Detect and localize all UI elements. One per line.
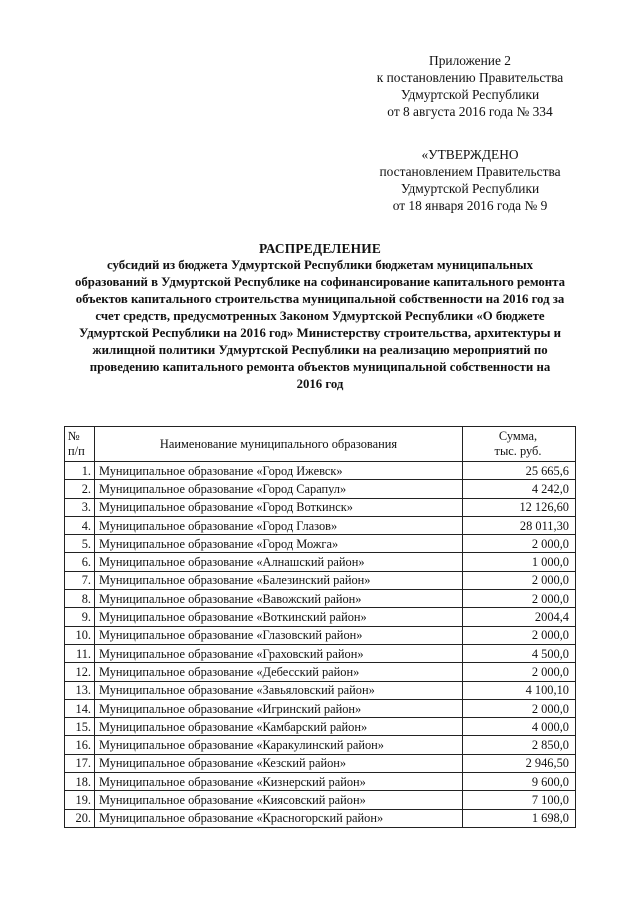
row-sum: 28 011,30: [463, 516, 576, 534]
document-title: [50, 240, 590, 393]
row-name: Муниципальное образование «Завьяловский район»: [95, 681, 463, 699]
row-name: Муниципальное образование «Кизнерский район»: [95, 773, 463, 791]
table-row: [65, 663, 576, 681]
header-number-line: п/п: [68, 444, 85, 458]
row-number: 13.: [65, 681, 95, 699]
table-row: [65, 644, 576, 662]
approval-line: от 18 января 2016 года № 9: [392, 198, 548, 213]
row-number: 5.: [65, 535, 95, 553]
approval-line: Удмуртской Республики: [400, 181, 540, 196]
title-line: образований в Удмуртской Республике на софинансирование капитального ремонта: [74, 275, 565, 289]
row-name: Муниципальное образование «Кезский район»: [95, 754, 463, 772]
row-sum: 2 000,0: [463, 663, 576, 681]
table-row: [65, 791, 576, 809]
title-line: субсидий из бюджета Удмуртской Республики бюджетам муниципальных: [106, 258, 534, 272]
row-number: 8.: [65, 590, 95, 608]
row-number: 7.: [65, 571, 95, 589]
annex-line: Удмуртской Республики: [400, 87, 540, 102]
row-number: 6.: [65, 553, 95, 571]
title-line: жилищной политики Удмуртской Республики на реализацию мероприятий по: [92, 343, 548, 357]
approval-stamp: [360, 146, 580, 214]
table-row: [65, 590, 576, 608]
row-number: 14.: [65, 699, 95, 717]
row-sum: 2 850,0: [463, 736, 576, 754]
table-row: [65, 718, 576, 736]
row-sum: 25 665,6: [463, 462, 576, 480]
row-sum: 4 242,0: [463, 480, 576, 498]
table-row: [65, 699, 576, 717]
row-name: Муниципальное образование «Дебесский район»: [95, 663, 463, 681]
header-sum-line: Сумма,: [498, 429, 538, 443]
row-sum: 9 600,0: [463, 773, 576, 791]
table-row: [65, 608, 576, 626]
row-number: 12.: [65, 663, 95, 681]
table-header-row: [65, 427, 576, 462]
row-name: Муниципальное образование «Алнашский район»: [95, 553, 463, 571]
row-sum: 2 946,50: [463, 754, 576, 772]
header-number-line: №: [68, 429, 80, 443]
table-row: [65, 754, 576, 772]
row-name: Муниципальное образование «Город Глазов»: [95, 516, 463, 534]
row-sum: 2 000,0: [463, 590, 576, 608]
row-number: 20.: [65, 809, 95, 827]
row-sum: 12 126,60: [463, 498, 576, 516]
row-number: 15.: [65, 718, 95, 736]
row-number: 16.: [65, 736, 95, 754]
annex-line: от 8 августа 2016 года № 334: [387, 104, 553, 119]
table-row: [65, 773, 576, 791]
row-sum: 2 000,0: [463, 626, 576, 644]
table-row: [65, 462, 576, 480]
row-name: Муниципальное образование «Вавожский район»: [95, 590, 463, 608]
subsidy-table: [64, 426, 576, 828]
row-number: 3.: [65, 498, 95, 516]
table-body: [65, 462, 576, 828]
row-name: Муниципальное образование «Глазовский район»: [95, 626, 463, 644]
approval-line: постановлением Правительства: [379, 164, 561, 179]
row-sum: 2 000,0: [463, 699, 576, 717]
row-name: Муниципальное образование «Камбарский район»: [95, 718, 463, 736]
title-line: объектов капитального строительства муниципальной собственности на 2016 год за: [75, 292, 565, 306]
title-heading: РАСПРЕДЕЛЕНИЕ: [259, 241, 381, 256]
table-row: [65, 736, 576, 754]
header-sum: [463, 427, 576, 462]
approval-line: «УТВЕРЖДЕНО: [421, 147, 519, 162]
table-row: [65, 553, 576, 571]
row-number: 4.: [65, 516, 95, 534]
table-row: [65, 516, 576, 534]
header-number: [65, 427, 95, 462]
table-row: [65, 480, 576, 498]
row-number: 17.: [65, 754, 95, 772]
row-sum: 2 000,0: [463, 535, 576, 553]
table-row: [65, 626, 576, 644]
row-number: 9.: [65, 608, 95, 626]
row-name: Муниципальное образование «Киясовский район»: [95, 791, 463, 809]
row-sum: 2004,4: [463, 608, 576, 626]
table-row: [65, 535, 576, 553]
row-name: Муниципальное образование «Город Воткинск»: [95, 498, 463, 516]
row-name: Муниципальное образование «Красногорский район»: [95, 809, 463, 827]
row-sum: 1 698,0: [463, 809, 576, 827]
row-sum: 4 500,0: [463, 644, 576, 662]
title-line: Удмуртской Республики на 2016 год» Министерству строительства, архитектуры и: [78, 326, 562, 340]
row-name: Муниципальное образование «Город Ижевск»: [95, 462, 463, 480]
row-name: Муниципальное образование «Игринский район»: [95, 699, 463, 717]
row-sum: 1 000,0: [463, 553, 576, 571]
table-row: [65, 571, 576, 589]
row-name: Муниципальное образование «Каракулинский район»: [95, 736, 463, 754]
title-line: счет средств, предусмотренных Законом Удмуртской Республики «О бюджете: [95, 309, 545, 323]
table-row: [65, 809, 576, 827]
row-number: 10.: [65, 626, 95, 644]
row-sum: 7 100,0: [463, 791, 576, 809]
row-sum: 4 000,0: [463, 718, 576, 736]
header-sum-line: тыс. руб.: [494, 444, 542, 458]
table-row: [65, 681, 576, 699]
header-name: Наименование муниципального образования: [95, 427, 463, 462]
row-sum: 4 100,10: [463, 681, 576, 699]
row-number: 1.: [65, 462, 95, 480]
row-name: Муниципальное образование «Граховский район»: [95, 644, 463, 662]
row-name: Муниципальное образование «Город Можга»: [95, 535, 463, 553]
annex-line: Приложение 2: [429, 53, 511, 68]
row-name: Муниципальное образование «Балезинский район»: [95, 571, 463, 589]
title-line: 2016 год: [296, 377, 344, 391]
row-sum: 2 000,0: [463, 571, 576, 589]
row-number: 2.: [65, 480, 95, 498]
title-line: проведению капитального ремонта объектов муниципальной собственности на: [89, 360, 551, 374]
row-name: Муниципальное образование «Город Сарапул»: [95, 480, 463, 498]
row-number: 11.: [65, 644, 95, 662]
annex-line: к постановлению Правительства: [376, 70, 564, 85]
annex-reference: [360, 52, 580, 120]
table-row: [65, 498, 576, 516]
row-number: 19.: [65, 791, 95, 809]
row-name: Муниципальное образование «Воткинский район»: [95, 608, 463, 626]
row-number: 18.: [65, 773, 95, 791]
